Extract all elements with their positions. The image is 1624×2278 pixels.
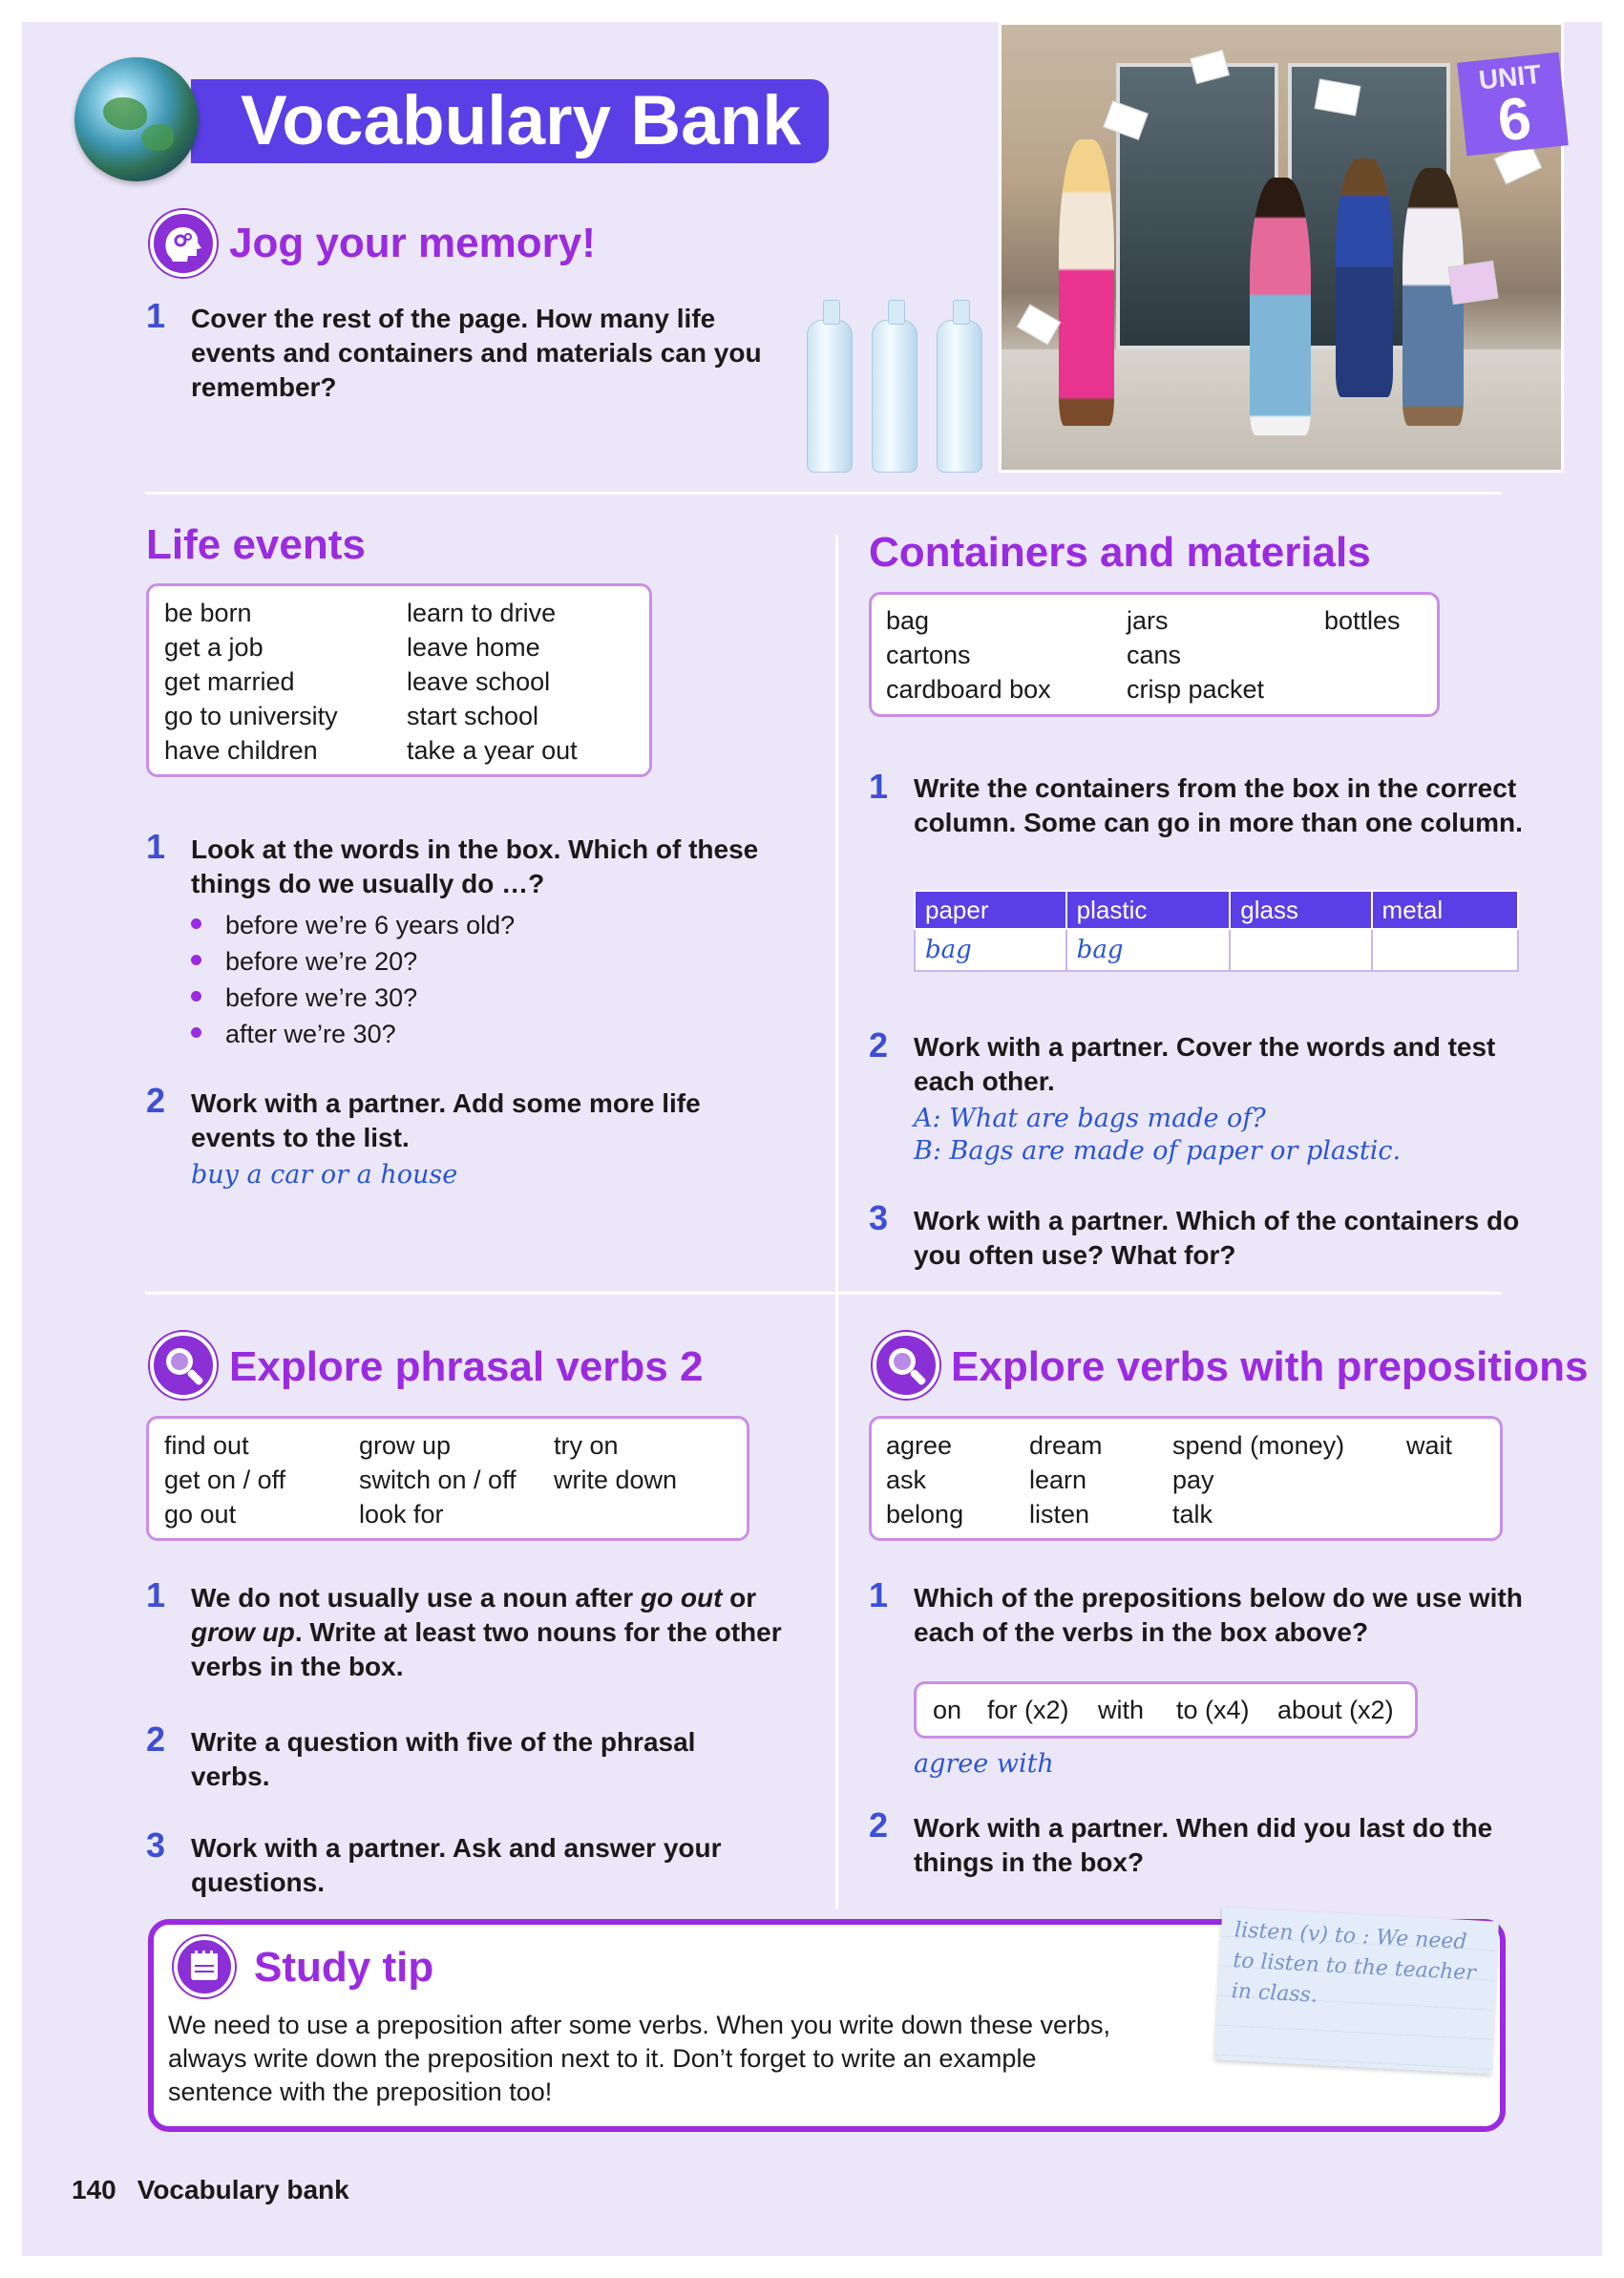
divider bbox=[835, 535, 838, 1909]
word: crisp packet bbox=[1127, 675, 1265, 704]
bullet-item: before we’re 30? bbox=[191, 980, 417, 1016]
word: spend (money) bbox=[1172, 1431, 1345, 1460]
containers-q2-example-b: B: Bags are made of paper or plastic. bbox=[914, 1136, 1402, 1166]
phrasal-q3-number: 3 bbox=[146, 1825, 166, 1865]
page-footer bbox=[72, 2175, 349, 2205]
word: dream bbox=[1029, 1431, 1103, 1460]
word: find out bbox=[164, 1431, 249, 1460]
jog-q1-number: 1 bbox=[146, 296, 166, 335]
bullet-item: before we’re 6 years old? bbox=[191, 907, 515, 943]
study-tip-text: We need to use a preposition after some verbs. When you write down these verbs, always write down the preposition next to it. Don’t forget to write an example sentence with the preposition too! bbox=[168, 2011, 1111, 2106]
phrasal-q3-text: Work with a partner. Ask and answer your questions. bbox=[191, 1833, 722, 1897]
containers-q1-text: Write the containers from the box in the correct column. Some can go in more than one column. bbox=[914, 773, 1523, 837]
containers-q1-number: 1 bbox=[869, 767, 889, 806]
verbs-q1-number: 1 bbox=[869, 1575, 889, 1614]
verbs-q2-number: 2 bbox=[869, 1805, 889, 1845]
word: leave school bbox=[407, 667, 551, 696]
page-title: Vocabulary Bank bbox=[191, 79, 829, 163]
word: bag bbox=[886, 606, 930, 635]
word: talk bbox=[1172, 1500, 1213, 1529]
table-cell: bag bbox=[915, 929, 1066, 971]
life-q2-number: 2 bbox=[146, 1081, 166, 1120]
word: pay bbox=[1172, 1466, 1214, 1494]
table-cell: bag bbox=[1066, 929, 1231, 971]
word: agree bbox=[886, 1431, 953, 1460]
containers-q3-number: 3 bbox=[869, 1198, 889, 1237]
life-q2-example: buy a car or a house bbox=[191, 1160, 458, 1190]
unit-badge bbox=[1457, 53, 1569, 157]
unit-label: UNIT bbox=[1477, 58, 1543, 95]
bottle-icon bbox=[872, 320, 917, 473]
word: try on bbox=[554, 1431, 619, 1460]
page-number: 140 bbox=[72, 2175, 116, 2204]
unit-number: 6 bbox=[1494, 85, 1534, 155]
word: learn bbox=[1029, 1466, 1087, 1494]
table-header: metal bbox=[1372, 891, 1518, 929]
word: get a job bbox=[164, 633, 264, 662]
word: go out bbox=[164, 1500, 237, 1529]
word: write down bbox=[554, 1466, 678, 1494]
table-header: glass bbox=[1230, 891, 1371, 929]
verbs-q2-text: Work with a partner. When did you last do the things in the box? bbox=[914, 1813, 1493, 1877]
table-cell bbox=[1372, 929, 1518, 971]
word: cans bbox=[1127, 641, 1182, 669]
word: switch on / off bbox=[359, 1466, 517, 1494]
divider bbox=[145, 492, 1501, 495]
word: learn to drive bbox=[407, 599, 557, 627]
bottle-icon bbox=[807, 320, 853, 473]
word: go to university bbox=[164, 702, 338, 730]
footer-label: Vocabulary bank bbox=[137, 2175, 349, 2204]
bullet-item: after we’re 30? bbox=[191, 1016, 396, 1052]
word: grow up bbox=[359, 1431, 452, 1460]
study-tip-heading: Study tip bbox=[254, 1944, 434, 1991]
word: bottles bbox=[1324, 606, 1401, 635]
word: have children bbox=[164, 736, 318, 765]
word: cartons bbox=[886, 641, 971, 669]
phrasal-q2-number: 2 bbox=[146, 1719, 166, 1759]
containers-q2-example-a: A: What are bags made of? bbox=[914, 1104, 1266, 1133]
word: belong bbox=[886, 1500, 964, 1529]
word: listen bbox=[1029, 1500, 1090, 1529]
magnifier-icon bbox=[873, 1332, 939, 1399]
brain-icon bbox=[150, 210, 217, 277]
preposition: for (x2) bbox=[987, 1696, 1069, 1724]
word: get on / off bbox=[164, 1466, 286, 1494]
bullet-item: before we’re 20? bbox=[191, 943, 417, 980]
life-q2-text: Work with a partner. Add some more life events to the list. bbox=[191, 1088, 701, 1152]
preposition: to (x4) bbox=[1176, 1696, 1250, 1724]
word: wait bbox=[1406, 1431, 1453, 1460]
phrasal-verbs-heading: Explore phrasal verbs 2 bbox=[229, 1343, 704, 1390]
materials-table bbox=[914, 890, 1519, 972]
word: leave home bbox=[407, 633, 540, 662]
magnifier-icon bbox=[150, 1332, 217, 1399]
preposition: on bbox=[933, 1696, 962, 1724]
word: take a year out bbox=[407, 736, 578, 765]
word: ask bbox=[886, 1466, 927, 1494]
table-header: paper bbox=[915, 891, 1066, 929]
containers-heading: Containers and materials bbox=[869, 529, 1371, 576]
preposition: about (x2) bbox=[1277, 1696, 1394, 1724]
divider bbox=[145, 1292, 1501, 1295]
phrasal-q1-number: 1 bbox=[146, 1575, 166, 1614]
jog-heading: Jog your memory! bbox=[229, 220, 596, 266]
table-cell bbox=[1230, 929, 1371, 971]
phrasal-q2-text: Write a question with five of the phrasal verbs. bbox=[191, 1727, 696, 1791]
table-header: plastic bbox=[1066, 891, 1231, 929]
sticky-note: listen (v) to : We need to listen to the teacher in class. bbox=[1214, 1908, 1499, 2075]
containers-q2-number: 2 bbox=[869, 1025, 889, 1065]
word: start school bbox=[407, 702, 539, 730]
word: look for bbox=[359, 1500, 444, 1529]
preposition: with bbox=[1098, 1696, 1145, 1724]
globe-icon bbox=[74, 57, 199, 181]
jog-q1-text: Cover the rest of the page. How many life events and containers and materials can you remember? bbox=[191, 304, 762, 402]
verbs-q1-example: agree with bbox=[914, 1749, 1054, 1779]
word: jars bbox=[1127, 606, 1169, 635]
notepad-icon bbox=[174, 1936, 235, 1997]
life-q1-number: 1 bbox=[146, 827, 166, 866]
verbs-prepositions-heading: Explore verbs with prepositions bbox=[951, 1343, 1589, 1390]
word: get married bbox=[164, 667, 295, 696]
life-q1-text: Look at the words in the box. Which of these things do we usually do …? bbox=[191, 834, 759, 898]
containers-q3-text: Work with a partner. Which of the containers do you often use? What for? bbox=[914, 1206, 1520, 1270]
containers-q2-text: Work with a partner. Cover the words and test each other. bbox=[914, 1032, 1496, 1096]
bottle-icon bbox=[937, 320, 982, 473]
verbs-q1-text: Which of the prepositions below do we use with each of the verbs in the box above? bbox=[914, 1583, 1523, 1647]
phrasal-q1-text: We do not usually use a noun after go out or grow up. Write at least two nouns for the other verbs in the box. bbox=[191, 1583, 782, 1681]
life-events-heading: Life events bbox=[146, 521, 366, 568]
word: be born bbox=[164, 599, 252, 627]
word: cardboard box bbox=[886, 675, 1051, 704]
